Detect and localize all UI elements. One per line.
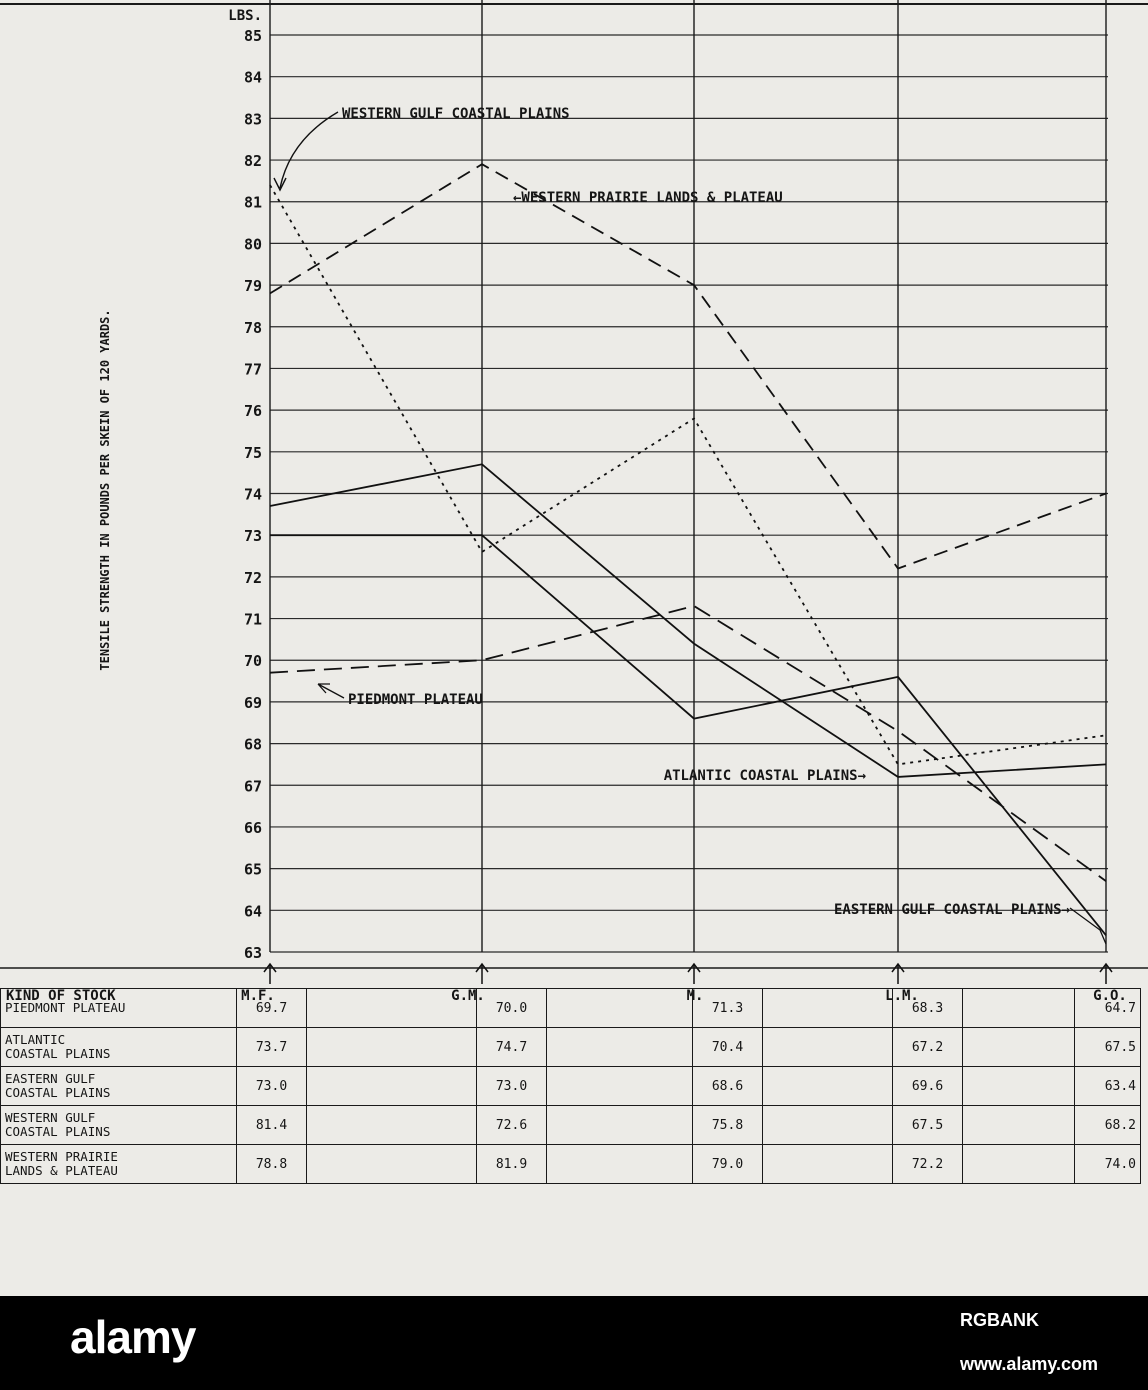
y-tick-label: 74: [243, 485, 262, 504]
series-line-4: [270, 185, 1106, 764]
y-tick-label: 82: [243, 152, 262, 171]
table-cell-spacer: [963, 1106, 1075, 1145]
table-cell-value: 70.4: [693, 1028, 763, 1067]
y-tick-label: 73: [243, 527, 262, 546]
watermark-url: www.alamy.com: [960, 1354, 1099, 1374]
table-row: [1, 1106, 1141, 1145]
x-marker-arrow: [264, 964, 276, 984]
table-cell-spacer: [547, 1028, 693, 1067]
table-cell-value: 73.0: [477, 1067, 547, 1106]
table-cell-value: 74.0: [1075, 1145, 1141, 1184]
y-tick-label: 75: [243, 443, 262, 462]
table-cell-spacer: [763, 989, 893, 1028]
table-cell-value: 67.5: [893, 1106, 963, 1145]
table-cell-value: 73.7: [237, 1028, 307, 1067]
x-category-label: G.O.: [1093, 988, 1127, 1004]
table-cell-value: 79.0: [693, 1145, 763, 1184]
table-cell-spacer: [963, 1145, 1075, 1184]
x-category-label: M.F.: [241, 988, 275, 1004]
table-cell-spacer: [963, 989, 1075, 1028]
table-cell-value: 67.5: [1075, 1028, 1141, 1067]
table-row: [1, 1145, 1141, 1184]
x-category-label: M.: [686, 988, 704, 1004]
chart-annotation: ATLANTIC COASTAL PLAINS→: [663, 768, 866, 784]
chart-annotation: WESTERN GULF COASTAL PLAINS: [342, 106, 570, 122]
table-cell-value: 75.8: [693, 1106, 763, 1145]
table-cell-spacer: [763, 1145, 893, 1184]
table-cell-spacer: [307, 989, 477, 1028]
table-cell-spacer: [763, 1067, 893, 1106]
table-cell-value: 68.6: [693, 1067, 763, 1106]
series-line-2: [270, 464, 1106, 777]
table-cell-spacer: [547, 989, 693, 1028]
y-tick-label: 78: [243, 318, 262, 337]
table-cell-spacer: [547, 1145, 693, 1184]
table-cell-value: 72.6: [477, 1106, 547, 1145]
table-cell-spacer: [963, 1028, 1075, 1067]
table-cell-value: 68.3: [893, 989, 963, 1028]
y-tick-label: 76: [243, 402, 262, 421]
table-row: [1, 1028, 1141, 1067]
table-cell-value: 68.2: [1075, 1106, 1141, 1145]
leader-arrow-western-gulf: [280, 112, 338, 188]
chart-annotation: PIEDMONT PLATEAU: [348, 692, 483, 708]
arrowhead: [274, 178, 286, 190]
table-cell-spacer: [307, 1145, 477, 1184]
chart-annotation: EASTERN GULF COASTAL PLAINS→: [833, 902, 1070, 918]
y-tick-label: 68: [243, 735, 262, 754]
y-tick-label: 84: [243, 68, 262, 87]
y-tick-label: 79: [243, 277, 262, 296]
y-tick-label: 83: [243, 110, 262, 129]
leader-arrow-piedmont: [318, 684, 344, 698]
y-tick-label: 81: [243, 193, 262, 212]
watermark-banner: [0, 1296, 1148, 1390]
x-marker-arrow: [892, 964, 904, 984]
table-cell-kind: ATLANTIC COASTAL PLAINS: [1, 1028, 237, 1067]
watermark-logo: alamy: [70, 1311, 196, 1363]
table-cell-value: 69.6: [893, 1067, 963, 1106]
table-cell-value: 81.9: [477, 1145, 547, 1184]
y-tick-label: 69: [243, 693, 262, 712]
table-cell-kind: EASTERN GULF COASTAL PLAINS: [1, 1067, 237, 1106]
table-cell-spacer: [547, 1067, 693, 1106]
y-tick-label: 85: [243, 27, 262, 45]
y-tick-label: 64: [243, 902, 262, 921]
table-cell-value: 74.7: [477, 1028, 547, 1067]
table-cell-value: 69.7: [237, 989, 307, 1028]
x-category-label: L.M.: [885, 988, 919, 1004]
x-marker-arrow: [688, 964, 700, 984]
table-cell-value: 67.2: [893, 1028, 963, 1067]
y-axis-title: TENSILE STRENGTH IN POUNDS PER SKEIN OF 120 YARDS.: [98, 309, 112, 671]
y-tick-label: 71: [243, 610, 262, 629]
chart-annotation: ←WESTERN PRAIRIE LANDS & PLATEAU: [513, 190, 783, 206]
series-line-5: [270, 164, 1106, 568]
y-tick-label: 66: [243, 818, 262, 837]
table-cell-spacer: [763, 1028, 893, 1067]
y-tick-label: 70: [243, 652, 262, 671]
table-cell-kind: WESTERN GULF COASTAL PLAINS: [1, 1106, 237, 1145]
series-line-3: [270, 535, 1106, 935]
watermark-image-id: RGBANK: [960, 1310, 1039, 1330]
table-cell-value: 81.4: [237, 1106, 307, 1145]
x-category-label: G.M.: [451, 988, 485, 1004]
table-cell-spacer: [763, 1106, 893, 1145]
table-cell-spacer: [547, 1106, 693, 1145]
table-cell-spacer: [307, 1028, 477, 1067]
table-row: [1, 1067, 1141, 1106]
y-tick-label: 65: [243, 860, 262, 879]
table-cell-value: 78.8: [237, 1145, 307, 1184]
data-table: [0, 988, 1141, 1184]
kind-of-stock-header: KIND OF STOCK: [6, 988, 116, 1004]
y-tick-label: 80: [243, 235, 262, 254]
y-tick-label: 63: [243, 944, 262, 962]
table-cell-spacer: [307, 1067, 477, 1106]
x-marker-arrow: [476, 964, 488, 984]
table-cell-value: 64.7: [1075, 989, 1141, 1028]
table-cell-value: 70.0: [477, 989, 547, 1028]
y-tick-label: 72: [243, 568, 262, 587]
table-cell-value: 71.3: [693, 989, 763, 1028]
table-cell-kind: PIEDMONT PLATEAU: [1, 989, 237, 1028]
table-cell-kind: WESTERN PRAIRIE LANDS & PLATEAU: [1, 1145, 237, 1184]
table-cell-spacer: [963, 1067, 1075, 1106]
x-marker-arrow: [1100, 964, 1112, 984]
table-cell-spacer: [307, 1106, 477, 1145]
y-unit-label: LBS.: [228, 8, 262, 24]
table-cell-value: 73.0: [237, 1067, 307, 1106]
y-tick-label: 77: [243, 360, 262, 379]
y-tick-label: 67: [243, 777, 262, 796]
table-cell-value: 63.4: [1075, 1067, 1141, 1106]
table-row: [1, 989, 1141, 1028]
table-cell-value: 72.2: [893, 1145, 963, 1184]
